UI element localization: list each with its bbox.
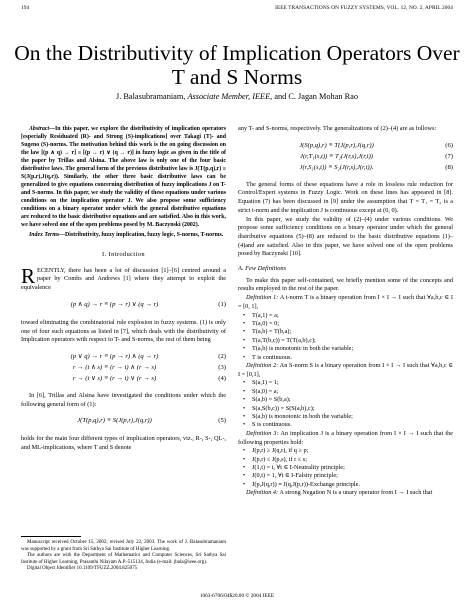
definition-1	[238, 294, 453, 311]
section-heading-introduction: I. Introduction	[102, 251, 145, 258]
author-1: J. Balasubramaniam,	[116, 92, 186, 101]
author-1-role: Associate Member, IEEE,	[187, 92, 273, 101]
list-item: • J(p,r) ≥ J(q,r), if q ≥ p;	[252, 447, 453, 455]
index-terms	[21, 231, 226, 239]
definition-1-list	[238, 312, 453, 362]
equation-2-formula: (p ∨ q) → r ≡ (p → r) ∧ (q → r)	[70, 352, 159, 360]
list-item: • J(0,t) = 1, ∀t ∈ I-Falsity principle;	[252, 472, 453, 480]
paper-title	[10, 41, 464, 89]
left-column	[21, 125, 226, 581]
definition-1-label: Definition 1:	[246, 294, 279, 302]
equation-5	[21, 416, 226, 428]
equation-3	[21, 363, 226, 374]
abstract-text: —In this paper, we explore the distributivity of implication operators [especially Residuated (R)- and Strong (S)-implications] over Takagi (T)- and Sugeno (S)-norms. The motivation behind this work is the on going discussion on the law [(p ∧ q) → r] ≡ [(p → r) ∨ (q → r)] in fuzzy logic as given in the title of the paper by Trillas and Alsina. The above law is only one of the four basic distributive laws. The general form of the previous distributive law is J(T(p,q),r) ≡ S(J(p,r),J(q,r)). Similarly, the other three basic distributive laws can be generalized to give equations concerning distribution of fuzzy implications J on T- and S-norms. In this paper, we study the validity of these equations under various conditions on the implication operator J. We also propose some sufficiency conditions on a binary operator under which the general distributive equations are reduced to the basic distributive equations and are satisfied. Also in this work, we have solved one of the open problems posed by M. Baczynski (2002).	[21, 126, 226, 228]
list-item: • J(p,J(q,r)) ≡ J(q,J(p,r))-Exchange principle.	[252, 481, 453, 489]
equation-6-number: (6)	[445, 141, 453, 149]
equation-6	[238, 141, 453, 152]
list-item: • S(a,1) = 1;	[252, 379, 453, 387]
definition-3-label: Definition 3:	[246, 429, 279, 437]
intro-paragraph-1-text: ECENTLY, there has been a lot of discussion [1]–[6] centred around a paper by Combs and Andrews [1] where they attempt to exploit the equivalence	[21, 266, 226, 292]
abstract	[21, 125, 226, 229]
equation-7	[238, 152, 453, 163]
footnotes	[21, 536, 226, 573]
equation-1-number: (1)	[218, 300, 226, 308]
list-item: • S is continuous.	[252, 421, 453, 429]
definition-2-list	[238, 379, 453, 429]
equation-4	[21, 374, 226, 385]
page-number: 194	[21, 5, 30, 11]
title-line-2: T and S Norms	[171, 65, 303, 89]
equation-7-number: (7)	[445, 152, 453, 160]
list-item: • T is continuous.	[252, 354, 453, 362]
list-item: • T(a,T(b,c)) = T(T(a,b),c);	[252, 337, 453, 345]
definition-3-text: An implication J is a binary operation from I × I → I such that the following properties hold:	[238, 429, 453, 446]
equation-5-number: (5)	[218, 417, 226, 425]
right-paragraph-2: The general forms of these equations have a role in lossless rule reduction for Control/Expert systems in Fuzzy Logic. Work on these lines has appeared in [8]. Equation (7) has been discussed in [9] under the assumption that T = T₁ = T₂ is a strict t-norm and the implication J is continuous except at (0, 0).	[238, 180, 453, 214]
definition-4	[238, 489, 453, 498]
equation-6-formula: J(S(p,q),r) ≡ T(J(p,r),J(q,r))	[299, 141, 374, 149]
equation-1	[21, 300, 226, 312]
footnote-manuscript: Manuscript received October 15, 2002; revised July 22, 2003. The work of J. Balasubramaniam was supported by a grant from Sri Sathya Sai Institute of Higher Learning.	[21, 540, 226, 552]
copyright-notice: 1063-6706/04$20.00 © 2004 IEEE	[199, 593, 275, 599]
title-line-1: On the Distributivity of Implication Operators Over	[14, 41, 460, 65]
subsection-heading: A. Few Definitions	[238, 265, 287, 273]
abstract-label: Abstract	[29, 126, 50, 132]
equation-5-formula: J(T(p,q),r) ≡ S(J(p,r),J(q,r))	[77, 417, 152, 425]
definition-3	[238, 430, 453, 447]
list-item: • S(a,0) = a;	[252, 388, 453, 396]
equation-4-formula: r → (t ∨ s) ≡ (r → t) ∨ (r → s)	[72, 374, 157, 382]
list-item: • T(a,1) = a;	[252, 312, 453, 320]
list-item: • T(a,b) = T(b,a);	[252, 328, 453, 336]
index-terms-text: —Distributivity, fuzzy implication, fuzzy logic, S-norms, T-norms.	[59, 232, 224, 238]
equation-8-number: (8)	[445, 163, 453, 171]
equation-group-6-8	[238, 141, 453, 174]
definition-3-list	[238, 447, 453, 489]
definition-4-label: Definition 4:	[246, 489, 279, 497]
footnote-doi: Digital Object Identifier 10.1109/TFUZZ.2004.825075	[27, 566, 138, 572]
list-item: • T(a,0) = 0;	[252, 320, 453, 328]
equation-1-formula: (p ∧ q) → r ≡ (p → r) ∨ (q → r)	[70, 300, 159, 308]
definition-4-text: A strong Negation N is a unary operator from I → I such that	[278, 489, 433, 497]
footnote-rule	[21, 536, 81, 537]
right-column	[238, 125, 453, 581]
equation-7-formula: J(r,T₁(s,t)) ≡ T₂(J(r,s),J(r,t))	[300, 152, 373, 160]
list-item: • T(a,b) is monotonic in both the variable;	[252, 345, 453, 353]
list-item: • J(p,r) ≤ J(p,s), if r ≤ s;	[252, 456, 453, 464]
list-item: • S(a,S(b,c)) = S(S(a,b),c);	[252, 405, 453, 413]
intro-paragraph-1	[21, 263, 226, 293]
intro-paragraph-3: In [6], Trillas and Alsina have investigated the conditions under which the following general form of (1):	[21, 391, 226, 408]
definition-2	[238, 362, 453, 379]
running-head	[21, 5, 453, 15]
index-terms-label: Index Terms	[29, 232, 60, 238]
equation-8	[238, 163, 453, 174]
definition-1-text: A t-norm T is a binary operation from I × I → I such that ∀a,b,c ∈ I = [0, 1],	[238, 294, 453, 310]
list-item: • S(a,b) = S(b,a);	[252, 396, 453, 404]
journal-reference: IEEE TRANSACTIONS ON FUZZY SYSTEMS, VOL. 12, NO. 2, APRIL 2004	[275, 5, 453, 11]
definition-2-label: Definition 2:	[246, 361, 279, 369]
drop-cap: R	[21, 263, 36, 288]
footnote-affiliation: The authors are with the Department of Mathematics and Computer Sciences, Sri Sathya Sai Institute of Higher Learning, Prasanthi Nilayam A.P.-515134, India (e-mail: jbala@ieee.org).	[21, 553, 226, 565]
intro-paragraph-4: holds for the main four different types of implication operators, viz., R-, S-, QL-, and ML-implications, where T and S denote	[21, 435, 226, 452]
intro-paragraph-2: toward eliminating the combinatorial rule explosion in fuzzy systems. (1) is only one of four such equations as listed in [7], which deals with the distributivity of Implication operators with respect to T- and S-norms, the rest of them being	[21, 318, 226, 344]
equation-4-number: (4)	[218, 374, 226, 382]
author-2: and C. Jagan Mohan Rao	[272, 92, 358, 101]
equation-8-formula: J(r,S₁(s,t)) ≡ S₂(J(r,s),J(r,t)).	[299, 163, 374, 171]
list-item: • J(1,t) = t, ∀t ∈ I-Neutrality principle;	[252, 464, 453, 472]
equation-3-number: (3)	[218, 363, 226, 371]
definition-2-text: An S-norm S is a binary operation from I × I → I such that ∀a,b,c ∈ I = [0,1],	[238, 361, 453, 378]
equation-group-2-4	[21, 352, 226, 385]
list-item: • S(a,b) is monotonic in both the variable;	[252, 413, 453, 421]
right-paragraph-1: any T- and S-norms, respectively. The generalizations of (2)–(4) are as follows:	[238, 125, 437, 132]
equation-2	[21, 352, 226, 363]
equation-3-formula: r → (t ∧ s) ≡ (r → t) ∧ (r → s)	[72, 363, 157, 371]
right-paragraph-3: In this paper, we study the validity of (2)–(4) under various conditions. We propose some sufficiency conditions on a binary operator under which the general distributive equations (5)–(8) are reduced to the basic distributive equations (1)–(4)and are satisfied. Also in this paper, we have solved one of the open problems posed by Baczynski [10].	[238, 215, 453, 258]
equation-2-number: (2)	[218, 352, 226, 360]
author-line	[10, 92, 464, 101]
right-paragraph-4: To make this paper self-contained, we briefly mention some of the concepts and results employed in the rest of the paper.	[238, 276, 453, 293]
